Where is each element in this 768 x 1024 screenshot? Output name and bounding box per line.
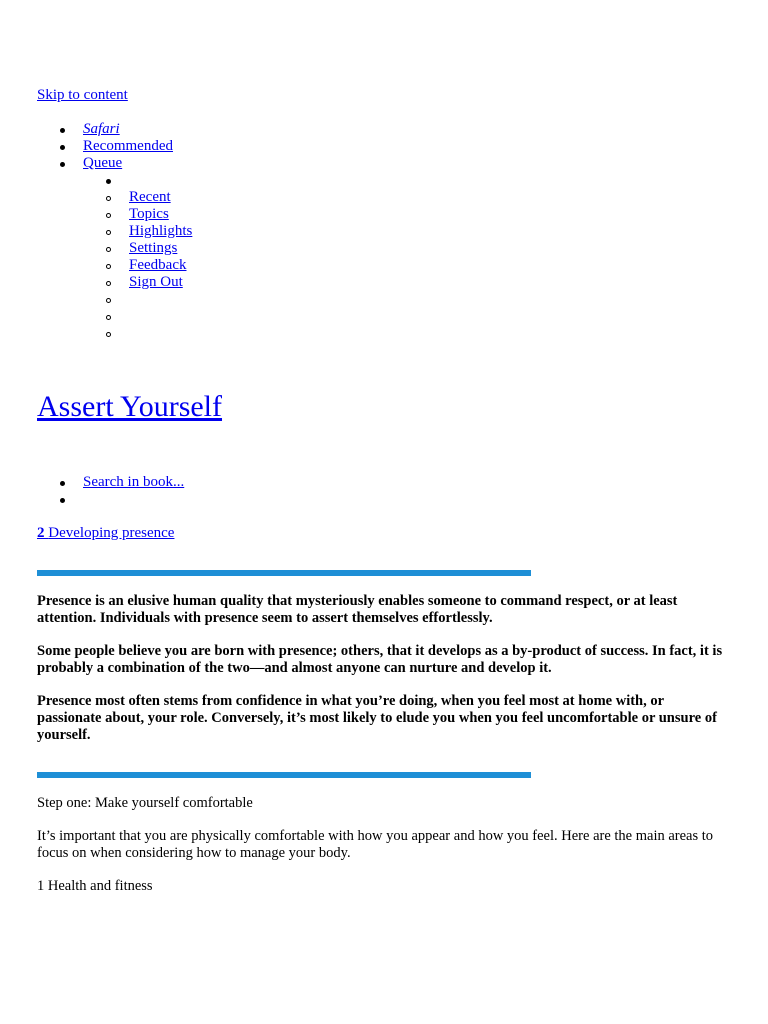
book-tool-empty: [0, 491, 768, 508]
sub-nav-empty-item: [0, 172, 768, 189]
chapter-number: 2: [37, 525, 45, 541]
sub-nav-link-recent[interactable]: Recent: [129, 189, 171, 205]
bullet-icon: [106, 179, 111, 184]
intro-box: [37, 593, 727, 760]
sub-nav-empty-item: [0, 308, 768, 325]
intro-paragraph-2: Some people believe you are born with presence; others, that it develops as a by-product of success. In fact, it is probably a combination of the two—and almost anyone can nurture and develop it.: [37, 643, 723, 676]
book-title-link[interactable]: Assert Yourself: [37, 390, 223, 423]
bullet-icon: [106, 230, 111, 235]
sub-nav-item-settings: [0, 240, 768, 257]
sub-nav-link-highlights[interactable]: Highlights: [129, 223, 193, 239]
book-title-heading: [37, 387, 222, 427]
sub-nav-link-settings[interactable]: Settings: [129, 240, 178, 256]
nav-link-recommended[interactable]: Recommended: [83, 138, 173, 154]
chapter-title: Developing presence: [48, 525, 175, 541]
bullet-icon: [106, 196, 111, 201]
intro-paragraph-1: Presence is an elusive human quality that mysteriously enables someone to command respect, or at least attention. Individuals with presence seem to assert themselves effortlessly.: [37, 593, 678, 626]
sub-nav-item-feedback: [0, 257, 768, 274]
intro-paragraph-3: Presence most often stems from confidence in what you’re doing, when you feel most at home with, or passionate about, your role. Conversely, it’s most likely to elude you when you feel uncomfortable or unsure of yourself.: [37, 693, 717, 743]
step-paragraph: It’s important that you are physically comfortable with how you appear and how you feel. Here are the main areas to focus on when considering how to manage your body.: [37, 828, 714, 861]
book-tools: [0, 474, 768, 508]
bullet-icon: [60, 498, 65, 503]
search-in-book-link[interactable]: Search in book...: [83, 474, 185, 490]
bullet-icon: [106, 281, 111, 286]
sub-nav-item-highlights: [0, 223, 768, 240]
step-heading: Step one: Make yourself comfortable: [37, 795, 253, 811]
sub-nav-link-feedback[interactable]: Feedback: [129, 257, 187, 273]
sub-nav-link-sign-out[interactable]: Sign Out: [129, 274, 183, 290]
nav-item-recommended: [0, 138, 768, 155]
bullet-icon: [106, 332, 111, 337]
nav-item-safari: [0, 121, 768, 138]
sub-nav-item-recent: [0, 189, 768, 206]
divider-rule-top: [37, 570, 531, 576]
bullet-icon: [60, 128, 65, 133]
bullet-icon: [60, 481, 65, 486]
nav-link-queue[interactable]: Queue: [83, 155, 123, 171]
bullet-icon: [106, 247, 111, 252]
sub-nav-empty-item: [0, 291, 768, 308]
divider-rule-bottom: [37, 772, 531, 778]
bullet-icon: [60, 162, 65, 167]
bullet-icon: [106, 315, 111, 320]
bullet-icon: [106, 298, 111, 303]
bullet-icon: [60, 145, 65, 150]
bullet-icon: [106, 213, 111, 218]
sub-nav-empty-item: [0, 325, 768, 342]
sub-nav-item-topics: [0, 206, 768, 223]
chapter-link[interactable]: [37, 525, 174, 542]
bullet-icon: [106, 264, 111, 269]
sub-nav-item-sign-out: [0, 274, 768, 291]
subheading-health-fitness: 1 Health and fitness: [37, 878, 153, 894]
nav-item-queue: [0, 155, 768, 172]
nav-link-safari[interactable]: Safari: [83, 121, 120, 137]
book-tool-search: [0, 474, 768, 491]
sub-nav-link-topics[interactable]: Topics: [129, 206, 169, 222]
main-nav: [0, 121, 768, 342]
chapter-body: [37, 795, 727, 911]
skip-to-content-link[interactable]: Skip to content: [37, 87, 128, 103]
